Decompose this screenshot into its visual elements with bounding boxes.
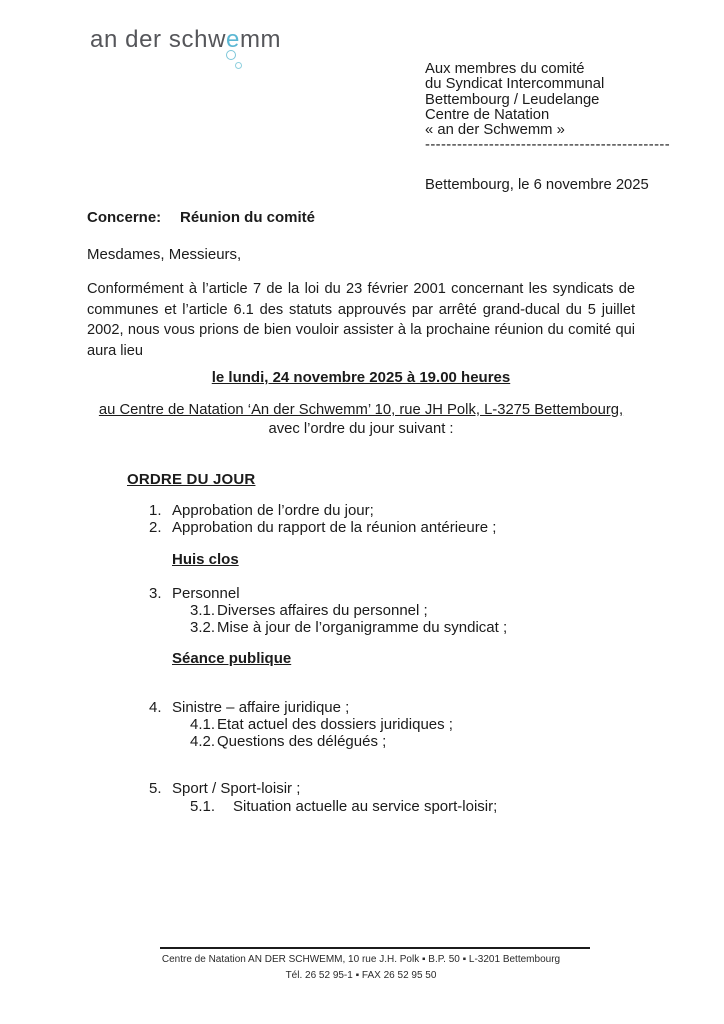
- agenda-subitem: [0, 602, 724, 620]
- agenda-subitem: [0, 798, 724, 816]
- agenda-item-text: Sport / Sport-loisir ;: [172, 780, 301, 797]
- recipient-address: [425, 62, 670, 153]
- agenda-subitem: [0, 619, 724, 637]
- agenda-item-text: Questions des délégués ;: [217, 733, 387, 750]
- agenda-item-text: Approbation de l’ordre du jour;: [172, 502, 374, 519]
- logo-e-letter: e: [226, 26, 240, 54]
- agenda-section-huis-clos: Huis clos: [172, 551, 239, 568]
- agenda-item-number: 1.: [149, 502, 162, 519]
- agenda-item-text: Etat actuel des dossiers juridiques ;: [217, 716, 453, 733]
- bubble-small-icon: [235, 62, 242, 69]
- address-divider: ----------------------------------------------: [425, 137, 671, 154]
- footer-contact: Tél. 26 52 95-1 ▪ FAX 26 52 95 50: [285, 970, 437, 981]
- agenda-item-text: Sinistre – affaire juridique ;: [172, 699, 350, 716]
- agenda-item-number: 5.: [149, 780, 162, 797]
- agenda-item-text: Mise à jour de l’organigramme du syndicat ;: [217, 619, 508, 636]
- agenda-section-seance-publique: Séance publique: [172, 650, 292, 667]
- footer-address: Centre de Natation AN DER SCHWEMM, 10 rue J.H. Polk ▪ B.P. 50 ▪ L-3201 Bettembourg: [161, 954, 561, 965]
- agenda-item-text: Diverses affaires du personnel ;: [217, 602, 428, 619]
- agenda-item-text: Approbation du rapport de la réunion antérieure ;: [172, 519, 497, 536]
- agenda-item-number: 4.: [149, 699, 162, 716]
- recipient-line: Aux membres du comité: [425, 61, 585, 77]
- logo: [90, 26, 281, 54]
- agenda-subitem: [0, 716, 724, 734]
- agenda-intro: avec l’ordre du jour suivant :: [268, 421, 454, 437]
- logo-text-left: an der schw: [90, 26, 226, 53]
- agenda-item-number: 3.: [149, 585, 162, 602]
- agenda-item: [0, 519, 724, 537]
- recipient-line: Centre de Natation: [425, 106, 550, 123]
- recipient-line: du Syndicat Intercommunal: [425, 76, 605, 93]
- agenda-item-number: 3.2.: [190, 619, 216, 636]
- subject-label: Concerne:: [87, 209, 162, 226]
- meeting-location: au Centre de Natation ‘An der Schwemm’ 10, rue JH Polk, L-3275 Bettembourg,: [98, 402, 624, 418]
- agenda-item: [0, 585, 724, 603]
- subject-title: Réunion du comité: [180, 209, 315, 226]
- agenda-item: [0, 699, 724, 717]
- recipient-line: « an der Schwemm »: [425, 122, 565, 139]
- agenda-item-text: Personnel: [172, 585, 240, 602]
- subject-line: [87, 209, 315, 226]
- agenda-item: [0, 502, 724, 520]
- agenda-item-text: Situation actuelle au service sport-loisir;: [233, 798, 498, 815]
- meeting-datetime: le lundi, 24 novembre 2025 à 19.00 heures: [211, 369, 511, 386]
- agenda-item-number: 5.1.: [190, 798, 216, 815]
- agenda-item-number: 3.1.: [190, 602, 216, 619]
- bubble-large-icon: [226, 50, 236, 60]
- date-line: Bettembourg, le 6 novembre 2025: [425, 177, 649, 193]
- logo-text-right: mm: [239, 26, 282, 53]
- agenda-item-number: 2.: [149, 519, 162, 536]
- agenda-item: [0, 780, 724, 798]
- agenda-item-number: 4.2.: [190, 733, 216, 750]
- agenda-item-number: 4.1.: [190, 716, 216, 733]
- recipient-line: Bettembourg / Leudelange: [425, 91, 600, 108]
- intro-paragraph: Conformément à l’article 7 de la loi du 23 février 2001 concernant les syndicats de communes et l’article 6.1 des statuts approuvés par arrêté grand-ducal du 5 juillet 2002, nous vous prions de bien vouloir assister à la prochaine réunion du comité qui aura lieu: [87, 281, 635, 360]
- footer-rule: [160, 947, 590, 949]
- agenda-title: ORDRE DU JOUR: [127, 471, 256, 488]
- salutation: Mesdames, Messieurs,: [87, 246, 242, 263]
- agenda-subitem: [0, 733, 724, 751]
